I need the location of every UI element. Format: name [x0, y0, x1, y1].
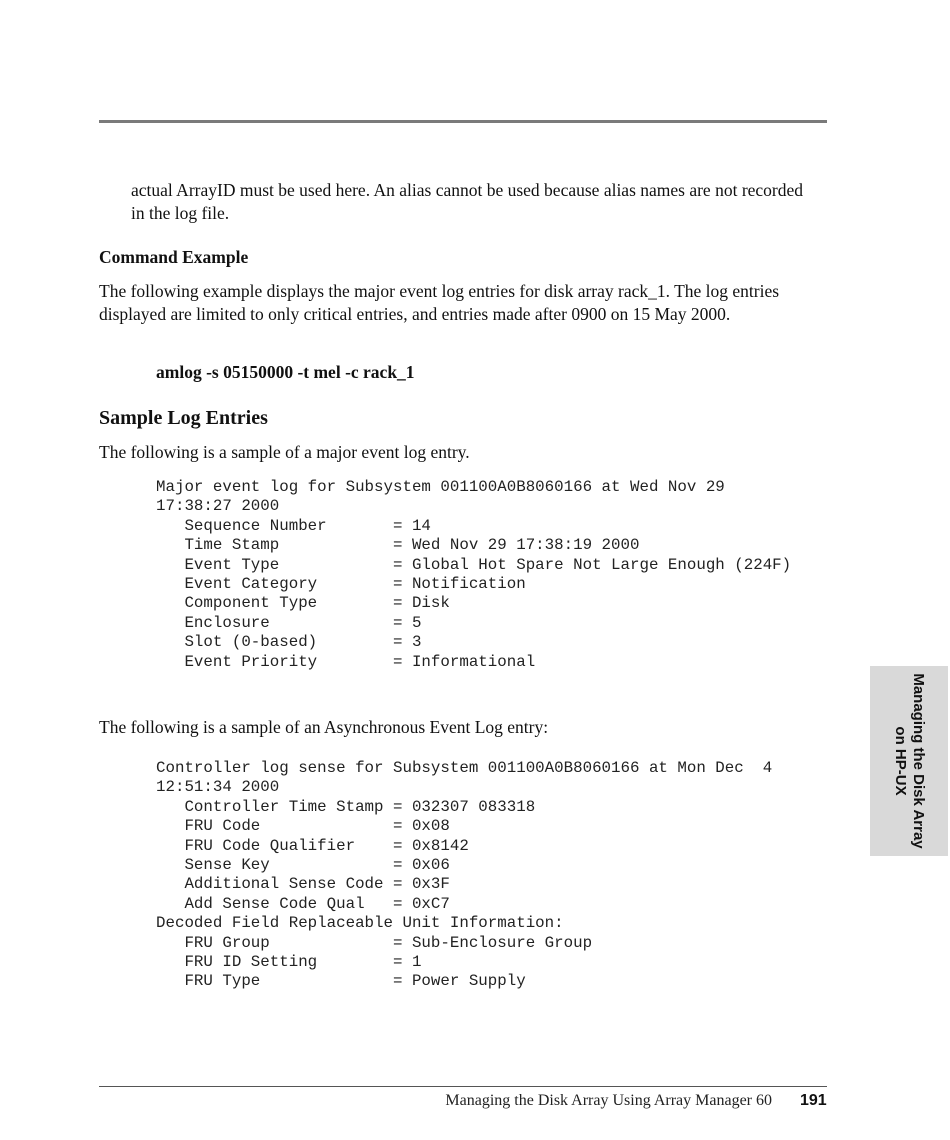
- footer-title: Managing the Disk Array Using Array Manager 60: [445, 1092, 772, 1109]
- code-line: FRU Code = 0x08: [156, 817, 450, 836]
- major-event-log-sample: [156, 478, 791, 672]
- footer-rule: [99, 1086, 827, 1087]
- code-line: Event Category = Notification: [156, 575, 526, 594]
- code-line: FRU ID Setting = 1: [156, 953, 422, 972]
- code-line: Enclosure = 5: [156, 613, 422, 632]
- code-line: Sequence Number = 14: [156, 516, 431, 535]
- major-event-intro: The following is a sample of a major event log entry.: [99, 442, 470, 462]
- code-line: Additional Sense Code = 0x3F: [156, 875, 450, 894]
- intro-paragraph: actual ArrayID must be used here. An alias cannot be used because alias names are not recorded in the log file.: [131, 180, 804, 223]
- code-line: Event Priority = Informational: [156, 652, 536, 671]
- chapter-tab-line-1: Managing the Disk Array: [910, 673, 927, 849]
- chapter-side-tab: [870, 666, 948, 856]
- chapter-side-tab-text: [891, 666, 927, 856]
- code-line: Controller log sense for Subsystem 001100A0B8060166 at Mon Dec 4: [156, 759, 773, 777]
- command-example-heading: Command Example: [99, 247, 249, 267]
- code-line: Event Type = Global Hot Spare Not Large Enough (224F): [156, 555, 792, 574]
- code-line: FRU Code Qualifier = 0x8142: [156, 836, 469, 855]
- header-rule: [99, 120, 827, 123]
- code-line: Controller Time Stamp = 032307 083318: [156, 797, 536, 816]
- code-line: FRU Group = Sub-Enclosure Group: [156, 933, 593, 952]
- sample-log-entries-heading: Sample Log Entries: [99, 407, 268, 429]
- command-line: amlog -s 05150000 -t mel -c rack_1: [156, 362, 415, 382]
- code-line: Decoded Field Replaceable Unit Information:: [156, 914, 564, 933]
- async-event-intro: The following is a sample of an Asynchronous Event Log entry:: [99, 717, 549, 737]
- code-line: Component Type = Disk: [156, 594, 450, 613]
- page-number: 191: [800, 1092, 827, 1109]
- code-line: 12:51:34 2000: [156, 778, 280, 797]
- controller-log-sample: [156, 759, 772, 992]
- chapter-tab-line-2: on HP-UX: [892, 726, 909, 796]
- command-example-description: The following example displays the major event log entries for disk array rack_1. The log entries displayed are limited to only critical entries, and entries made after 0900 on 15 May 2000.: [99, 281, 780, 324]
- code-line: Add Sense Code Qual = 0xC7: [156, 894, 450, 913]
- code-line: Sense Key = 0x06: [156, 856, 450, 875]
- code-line: 17:38:27 2000: [156, 497, 280, 516]
- code-line: Time Stamp = Wed Nov 29 17:38:19 2000: [156, 536, 640, 555]
- code-line: Major event log for Subsystem 001100A0B8060166 at Wed Nov 29: [156, 478, 725, 496]
- code-line: FRU Type = Power Supply: [156, 972, 526, 991]
- code-line: Slot (0-based) = 3: [156, 633, 422, 652]
